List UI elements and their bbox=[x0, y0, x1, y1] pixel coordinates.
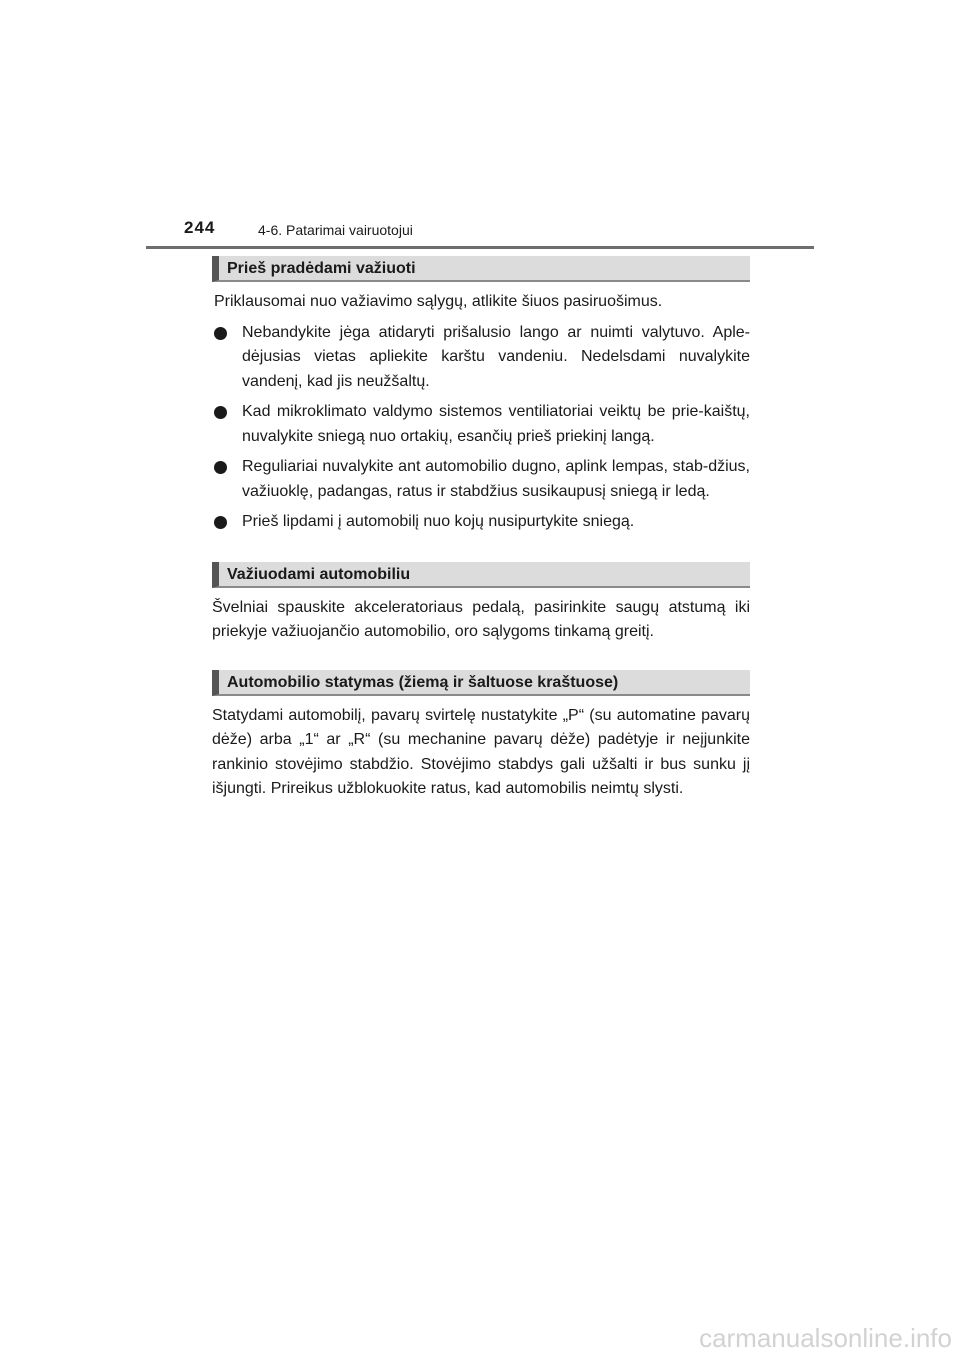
page-content bbox=[212, 256, 750, 802]
list-item bbox=[212, 455, 750, 504]
section-body: Švelniai spauskite akceleratoriaus pedalą, pasirinkite saugų atstumą iki priekyje važiuojančio automobilio, oro sąlygoms tinkamą greitį. bbox=[212, 598, 750, 640]
list-item-text: Reguliariai nuvalykite ant automobilio dugno, aplink lempas, stab-džius, važiuoklę, padangas, ratus ir stabdžius susikaupusį sniegą ir ledą. bbox=[242, 458, 750, 500]
bullet-dot-icon bbox=[214, 516, 227, 529]
page-number: 244 bbox=[184, 218, 216, 237]
bullet-dot-icon bbox=[214, 327, 227, 340]
watermark-text: carmanualsonline.info bbox=[699, 1323, 952, 1353]
section-heading-parking: Automobilio statymas (žiemą ir šaltuose kraštuose) bbox=[212, 670, 750, 696]
list-item bbox=[212, 510, 750, 535]
list-item bbox=[212, 400, 750, 449]
section-intro: Priklausomai nuo važiavimo sąlygų, atlikite šiuos pasiruošimus. bbox=[214, 293, 663, 310]
page-header bbox=[146, 214, 814, 249]
list-item-text: Nebandykite jėga atidaryti prišalusio lango ar nuimti valytuvo. Aple-dėjusias vietas apliekite karštu vandeniu. Nedelsdami nuvalykite vandenį, kad jis neužšaltų. bbox=[242, 323, 750, 390]
list-item bbox=[212, 321, 750, 395]
list-item-text: Prieš lipdami į automobilį nuo kojų nusipurtykite sniegą. bbox=[242, 513, 635, 530]
bullet-dot-icon bbox=[214, 406, 227, 419]
chapter-title: 4-6. Patarimai vairuotojui bbox=[258, 222, 413, 238]
list-item-text: Kad mikroklimato valdymo sistemos ventiliatoriai veiktų be prie-kaištų, nuvalykite sniegą nuo ortakių, esančių prieš priekinį langą. bbox=[242, 403, 750, 445]
section-body: Statydami automobilį, pavarų svirtelę nustatykite „P“ (su automatine pavarų dėže) arba „1“ ar „R“ (su mechanine pavarų dėže) padėtyje ir neįjunkite rankinio stovėjimo stabdžio. Stovėjimo stabdys gali užšalti ir bus sunku jį išjungti. Prireikus užblokuokite ratus, kad automobilis neimtų slysti. bbox=[212, 706, 750, 797]
preparation-list bbox=[212, 321, 750, 535]
section-heading-while-driving: Važiuodami automobiliu bbox=[212, 562, 750, 588]
bullet-dot-icon bbox=[214, 461, 227, 474]
section-heading-before-driving: Prieš pradėdami važiuoti bbox=[212, 256, 750, 282]
